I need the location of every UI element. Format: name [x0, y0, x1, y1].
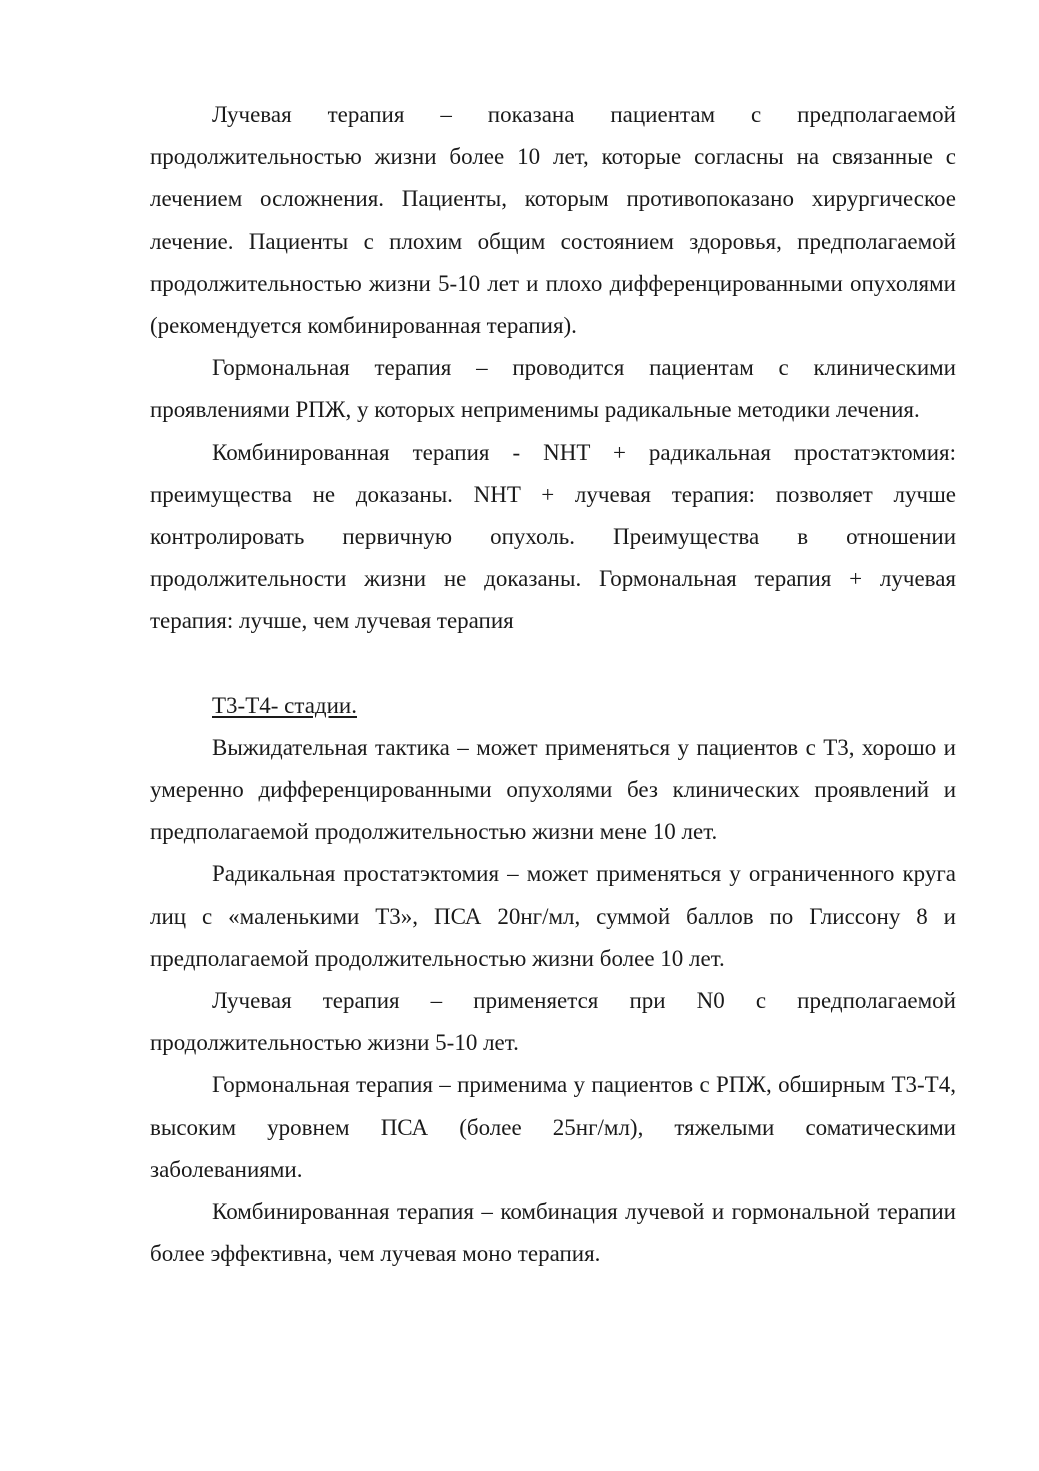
section-heading-text: Т3-Т4- стадии.: [212, 692, 357, 718]
paragraph-radiation-therapy-n0: Лучевая терапия – применяется при N0 с предполагаемой продолжительностью жизни 5-10 лет.: [150, 988, 956, 1056]
document-body: [150, 94, 956, 1275]
paragraph-hormonal-therapy-t3-t4: Гормональная терапия – применима у пациентов с РПЖ, обширным Т3-Т4, высоким уровнем ПСА (более 25нг/мл), тяжелыми соматическими заболеваниями.: [150, 1072, 956, 1182]
paragraph-radiation-therapy: Лучевая терапия – показана пациентам с предполагаемой продолжительностью жизни более 10 лет, которые согласны на связанные с лечением осложнения. Пациенты, которым противопоказано хирургическое лечение. Пациенты с плохим общим состоянием здоровья, предполагаемой продолжительностью жизни 5-10 лет и плохо дифференцированными опухолями (рекомендуется комбинированная терапия).: [150, 102, 956, 339]
paragraph-combined-therapy-t3-t4: Комбинированная терапия – комбинация лучевой и гормональной терапии более эффективна, чем лучевая моно терапия.: [150, 1199, 956, 1267]
paragraph-hormonal-therapy: Гормональная терапия – проводится пациентам с клиническими проявлениями РПЖ, у которых неприменимы радикальные методики лечения.: [150, 355, 956, 423]
section-spacer: [150, 643, 956, 685]
paragraph-radical-prostatectomy: Радикальная простатэктомия – может применяться у ограниченного круга лиц с «маленькими Т3», ПСА 20нг/мл, суммой баллов по Глиссону 8 и предполагаемой продолжительностью жизни более 10 лет.: [150, 861, 956, 971]
paragraph-combined-therapy: Комбинированная терапия - NHT + радикальная простатэктомия: преимущества не доказаны. NHT + лучевая терапия: позволяет лучше контролировать первичную опухоль. Преимущества в отношении продолжительности жизни не доказаны. Гормональная терапия + лучевая терапия: лучше, чем лучевая терапия: [150, 439, 956, 634]
paragraph-watchful-waiting: Выжидательная тактика – может применяться у пациентов с Т3, хорошо и умеренно дифференцированными опухолями без клинических проявлений и предполагаемой продолжительностью жизни мене 10 лет.: [150, 734, 956, 845]
section-heading-t3-t4: [150, 685, 956, 727]
